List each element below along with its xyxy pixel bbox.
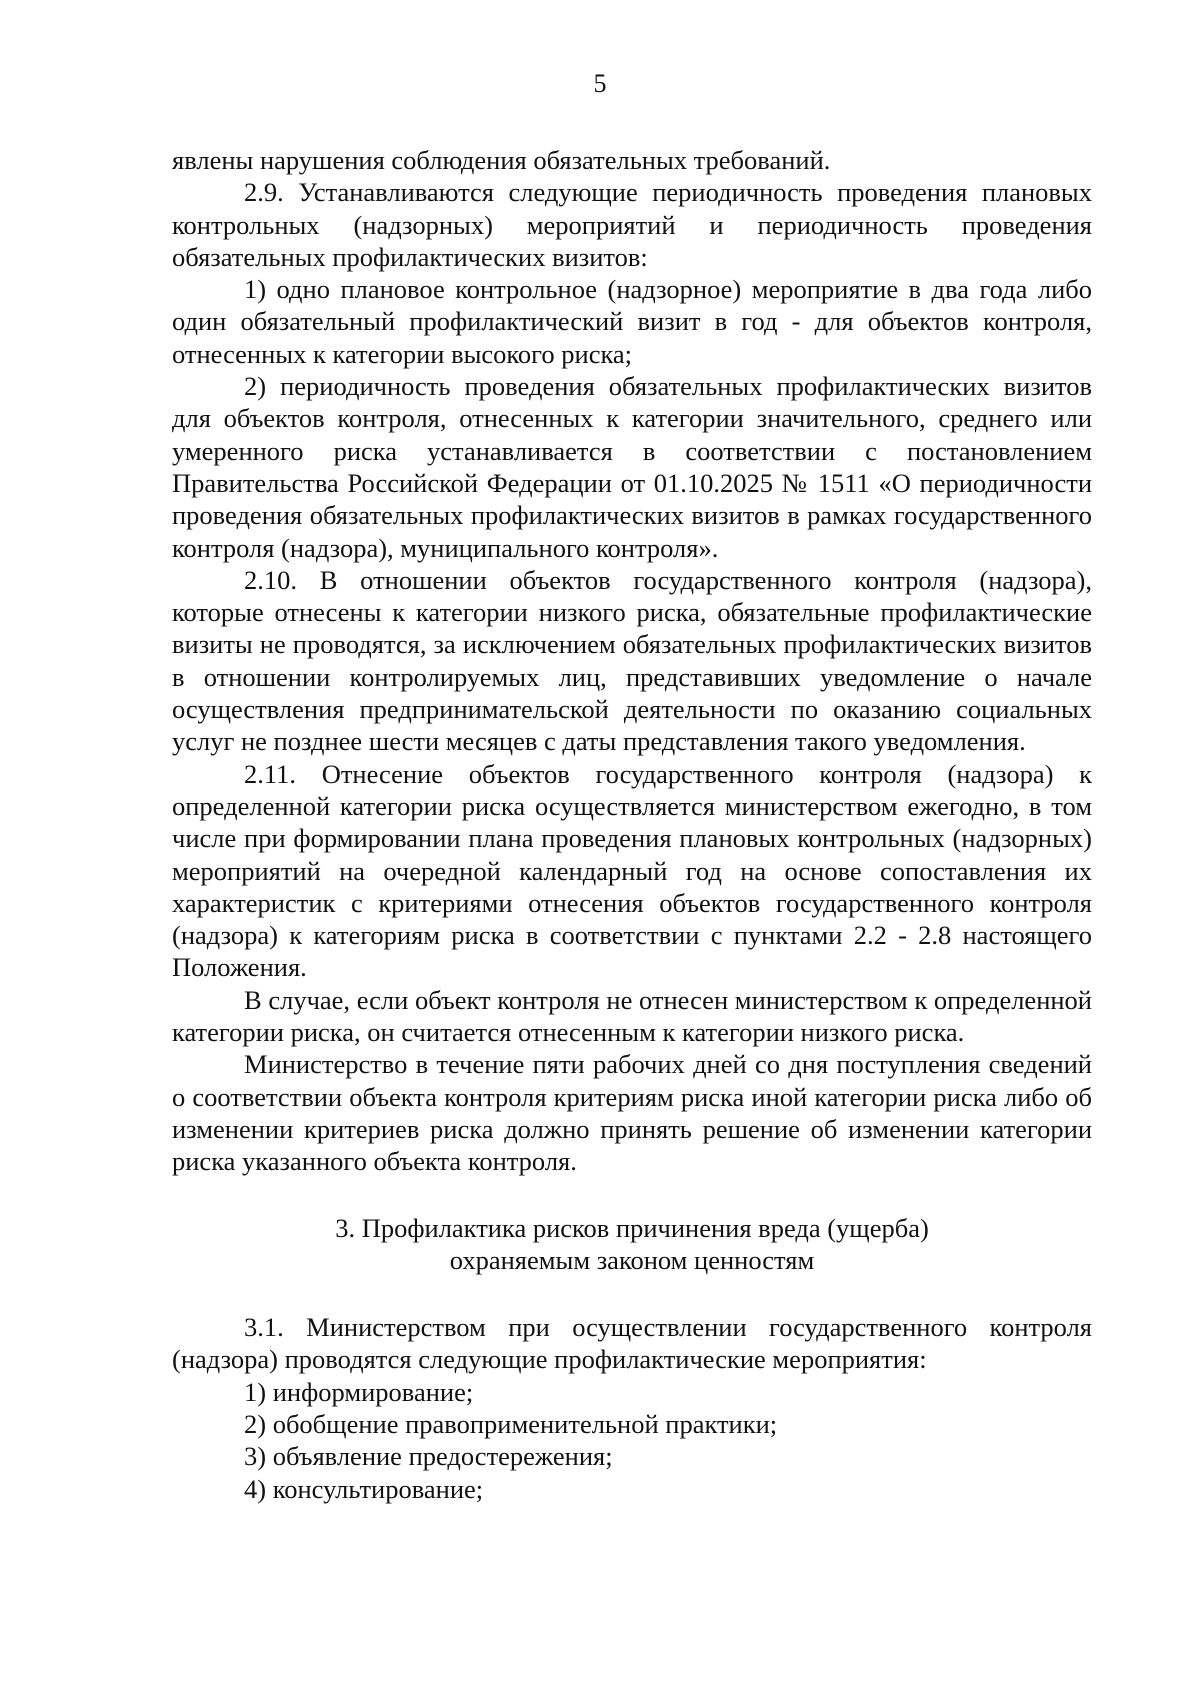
paragraph-2-11: 2.11. Отнесение объектов государственного контроля (надзора) к определенной категории риска осуществляется министерством ежегодно, в том числе при формировании плана проведения плановых контрольных (надзорных) мероприятий на очередной календарный год на основе сопоставления их характеристик с критериями отнесения объектов государственного контроля (надзора) к категориям риска в соответствии с пунктами 2.2 - 2.8 настоящего Положения.: [172, 758, 1092, 983]
paragraph-3-1: 3.1. Министерством при осуществлении государственного контроля (надзора) проводятся следующие профилактические мероприятия:: [172, 1312, 1092, 1375]
paragraph-2-9-item-1: 1) одно плановое контрольное (надзорное) мероприятие в два года либо один обязательный профилактический визит в год - для объектов контроля, отнесенных к категории высокого риска;: [172, 274, 1092, 369]
list-item: 2) обобщение правоприменительной практики;: [244, 1408, 778, 1439]
paragraph-2-10: 2.10. В отношении объектов государственного контроля (надзора), которые отнесены к категории низкого риска, обязательные профилактические визиты не проводятся, за исключением обязательных профилактических визитов в отношении контролируемых лиц, представивших уведомление о начале осуществления предпринимательской деятельности по оказанию социальных услуг не позднее шести месяцев с даты представления такого уведомления.: [172, 564, 1092, 757]
list-item: 4) консультирование;: [244, 1473, 484, 1504]
page-number: 5: [593, 69, 607, 98]
paragraphs-before: [172, 144, 1092, 1178]
paragraphs-after: [172, 1311, 1092, 1505]
list-item: 1) информирование;: [244, 1376, 474, 1407]
section-heading-line-1: 3. Профилактика рисков причинения вреда (ущерба): [335, 1212, 929, 1243]
document-body: [172, 144, 1092, 1505]
paragraph-2-9-item-2: 2) периодичность проведения обязательных профилактических визитов для объектов контроля, отнесенных к категории значительного, среднего или умеренного риска устанавливается в соответствии с постановлением Правительства Российской Федерации от 01.10.2025 № 1511 «О периодичности проведения обязательных профилактических визитов в рамках государственного контроля (надзора), муниципального контроля».: [172, 371, 1092, 563]
section-heading: [172, 1212, 1092, 1277]
paragraph: явлены нарушения соблюдения обязательных требований.: [172, 145, 831, 175]
paragraph-2-11-ministry: Министерство в течение пяти рабочих дней со дня поступления сведений о соответствии объекта контроля критериям риска иной категории риска либо об изменении критериев риска должно принять решение об изменении категории риска указанного объекта контроля.: [172, 1049, 1092, 1177]
list-item: 3) объявление предостережения;: [244, 1441, 613, 1472]
paragraph-2-9: 2.9. Устанавливаются следующие периодичность проведения плановых контрольных (надзорных) мероприятий и периодичность проведения обязательных профилактических визитов:: [172, 177, 1092, 272]
paragraph-2-11-case: В случае, если объект контроля не отнесен министерством к определенной категории риска, он считается отнесенным к категории низкого риска.: [172, 984, 1092, 1048]
section-heading-line-2: охраняемым законом ценностям: [449, 1244, 815, 1275]
